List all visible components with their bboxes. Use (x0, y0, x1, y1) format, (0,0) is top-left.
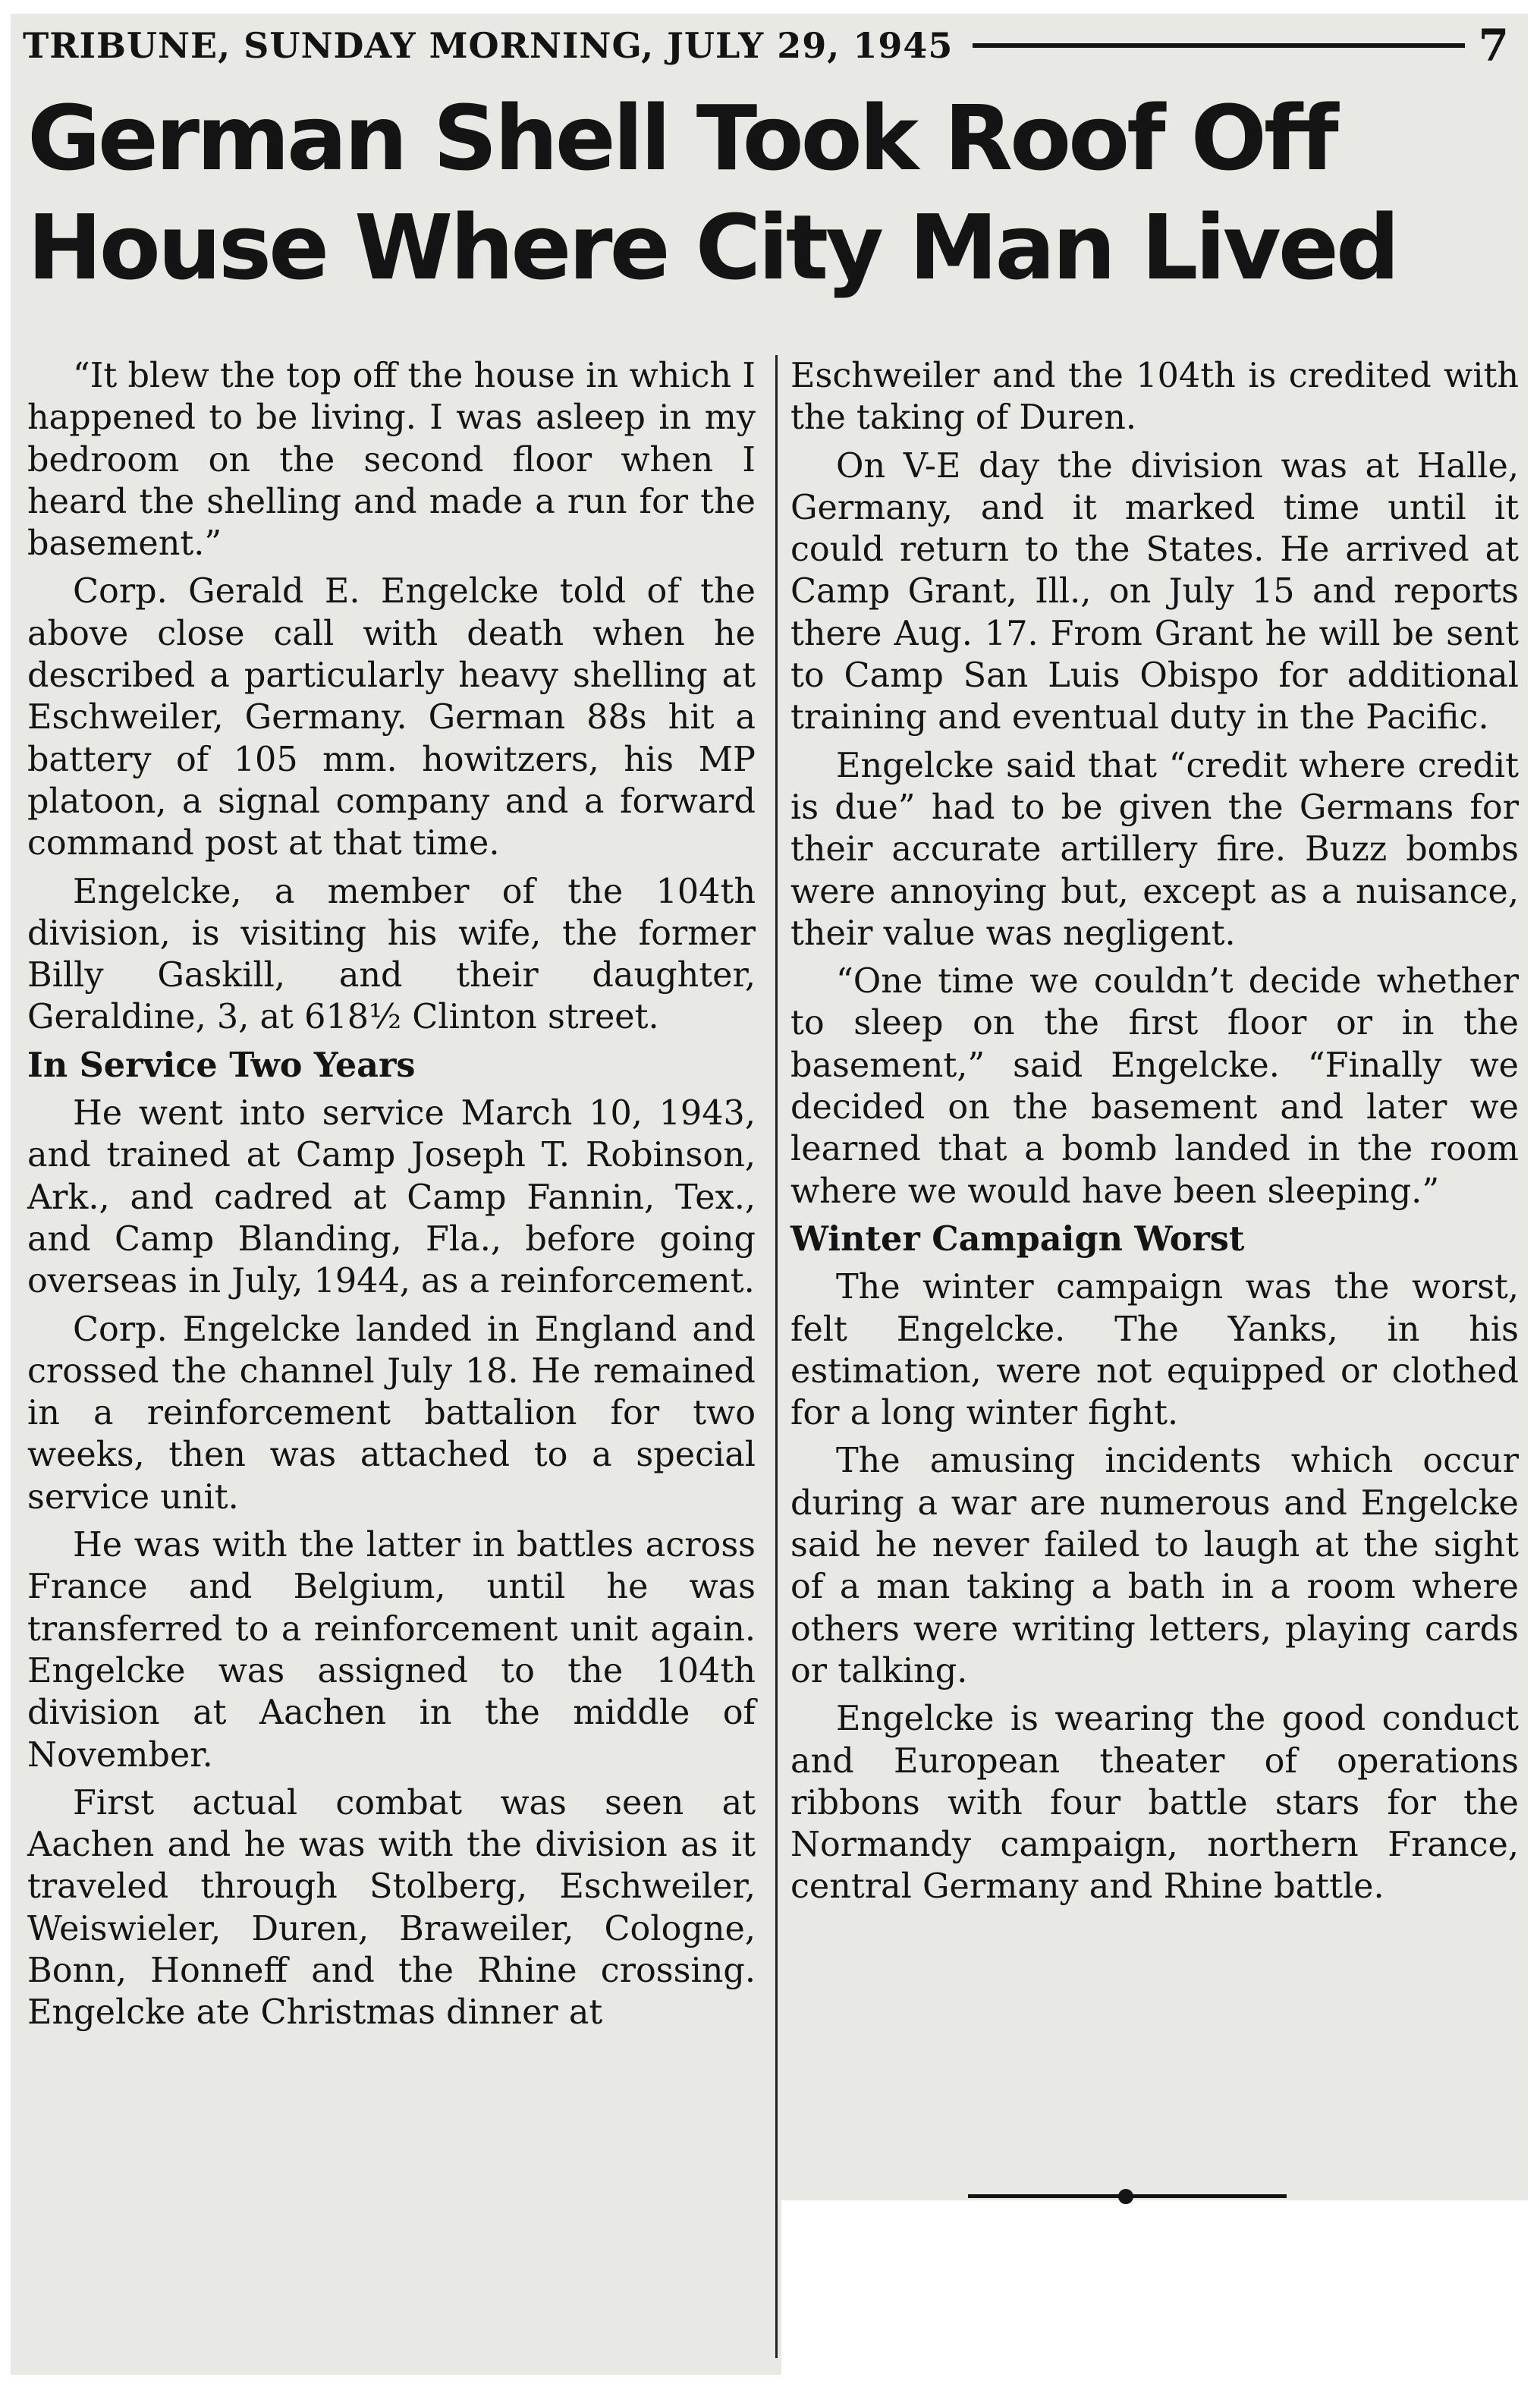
subheading: Winter Campaign Worst (790, 1219, 1245, 1259)
end-rule-dot (1118, 2189, 1133, 2204)
paragraph: “One time we couldn’t decide whether to sleep on the first floor or in the basement,” said Engelcke. “Finally we decided on the basement and later we learned that a bomb landed in the room where we would have been sleeping.” (790, 962, 1519, 1211)
end-of-article-rule (968, 2185, 1287, 2208)
headline (27, 83, 1507, 302)
paragraph: Corp. Gerald E. Engelcke told of the above close call with death when he described a particularly heavy shelling at Eschweiler, Germany. German 88s hit a battery of 105 mm. howitzers, his MP platoon, a signal company and a forward command post at that time. (27, 572, 756, 863)
dateline (23, 20, 1510, 71)
paragraph: Corp. Engelcke landed in England and crossed the channel July 18. He remained in a reinforcement battalion for two weeks, then was attached to a special service unit. (27, 1310, 756, 1517)
paragraph: Engelcke, a member of the 104th division, is visiting his wife, the former Billy Gaskill, and their daughter, Geraldine, 3, at 618½ Clinton street. (27, 872, 756, 1037)
paragraph: The amusing incidents which occur during a war are numerous and Engelcke said he never failed to laugh at the sight of a man taking a bath in a room where others were writing letters, playing cards or talking. (790, 1442, 1519, 1690)
headline-line-2: House Where City Man Lived (27, 195, 1397, 300)
paragraph: Engelcke is wearing the good conduct and European theater of operations ribbons with four battle stars for the Normandy campaign, northern France, central Germany and Rhine battle. (790, 1700, 1519, 1907)
article-column-left (27, 355, 756, 2040)
blank-area (781, 2200, 1528, 2376)
headline-line-1: German Shell Took Roof Off (27, 86, 1336, 190)
paragraph: The winter campaign was the worst, felt Engelcke. The Yanks, in his estimation, were not equipped or clothed for a long winter fight. (790, 1268, 1519, 1433)
article-column-right (790, 355, 1519, 1914)
dateline-text: TRIBUNE, SUNDAY MORNING, JULY 29, 1945 (23, 25, 954, 66)
paragraph: He went into service March 10, 1943, and trained at Camp Joseph T. Robinson, Ark., and cadred at Camp Fannin, Tex., and Camp Blanding, Fla., before going overseas in July, 1944, as a reinforcement. (27, 1094, 756, 1301)
paragraph: He was with the latter in battles across France and Belgium, until he was transferred to a reinforcement unit again. Engelcke was assigned to the 104th division at Aachen in the middle of November. (27, 1526, 756, 1775)
paragraph: “It blew the top off the house in which I happened to be living. I was asleep in my bedroom on the second floor when I heard the shelling and made a run for the basement.” (27, 357, 756, 564)
dateline-rule (973, 43, 1464, 48)
paragraph: On V-E day the division was at Halle, Germany, and it marked time until it could return to the States. He arrived at Camp Grant, Ill., on July 15 and reports there Aug. 17. From Grant he will be sent to Camp San Luis Obispo for additional training and eventual duty in the Pacific. (790, 446, 1519, 737)
paragraph: Engelcke said that “credit where credit is due” had to be given the Germans for their accurate artillery fire. Buzz bombs were annoying but, except as a nuisance, their value was negligent. (790, 746, 1519, 953)
paragraph: First actual combat was seen at Aachen and he was with the division as it traveled through Stolberg, Eschweiler, Weiswieler, Duren, Braweiler, Cologne, Bonn, Honneff and the Rhine crossing. Engelcke ate Christmas dinner at (27, 1783, 756, 2033)
page-number: 7 (1478, 20, 1510, 71)
paragraph: Eschweiler and the 104th is credited with the taking of Duren. (790, 357, 1519, 438)
column-divider (775, 355, 778, 2358)
subheading: In Service Two Years (27, 1045, 416, 1085)
